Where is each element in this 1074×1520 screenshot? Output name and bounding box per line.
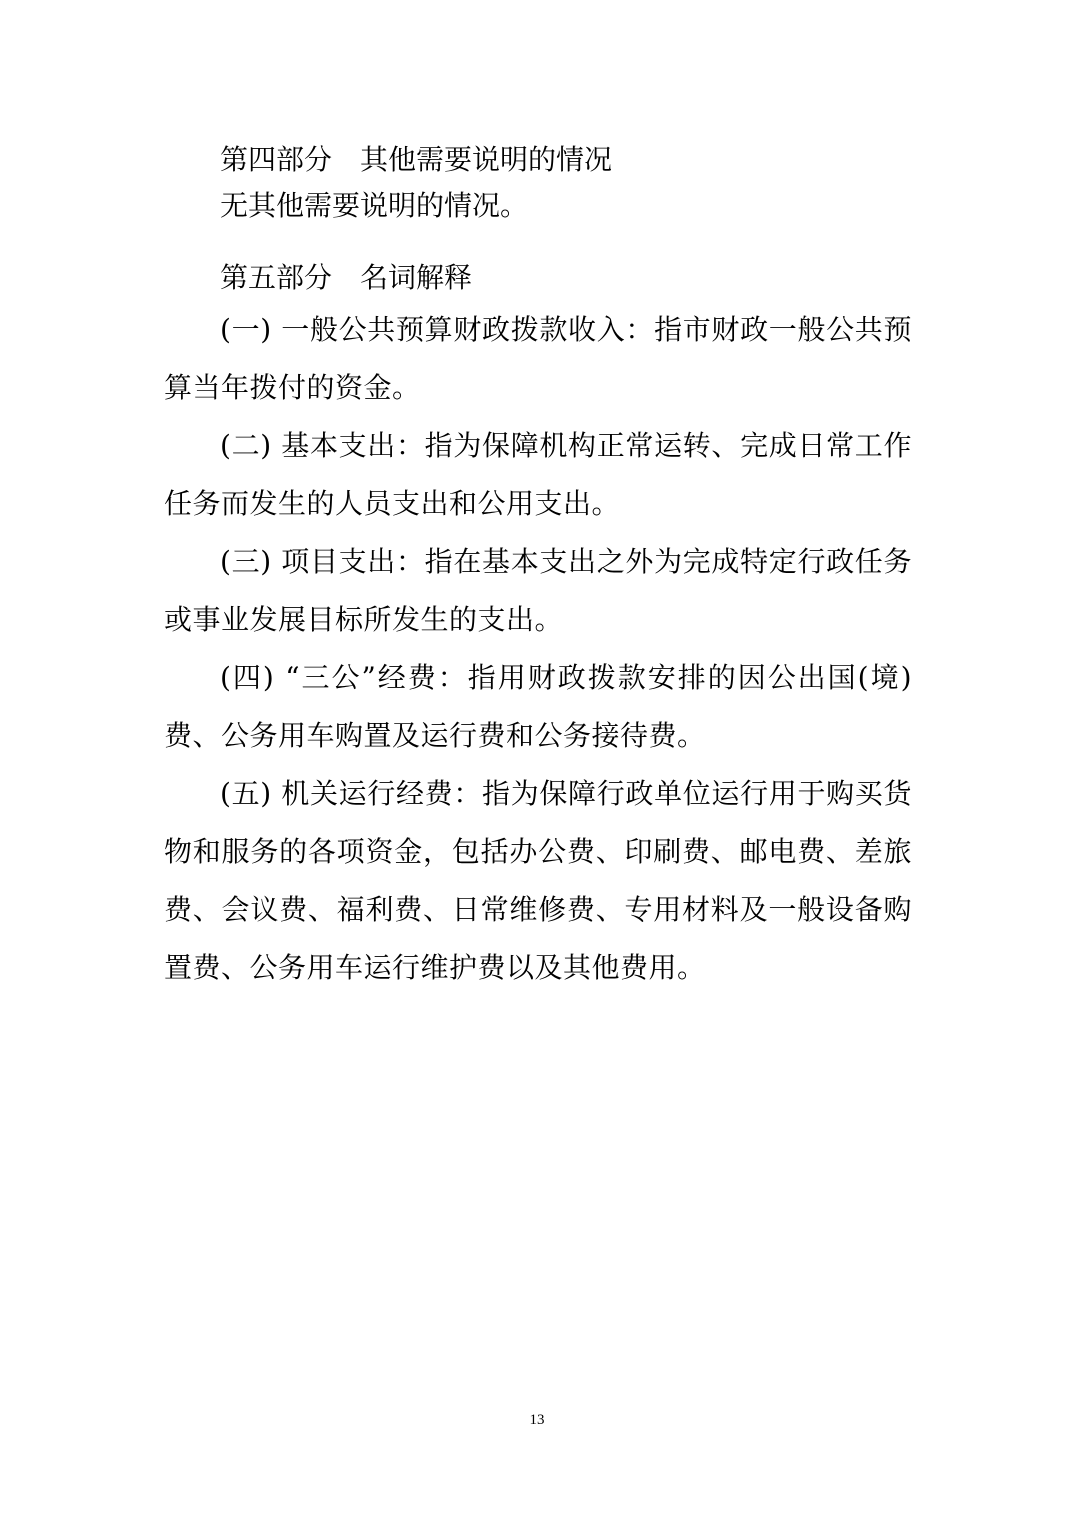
term-1-general-budget-income: (一) 一般公共预算财政拨款收入：指市财政一般公共预算当年拨付的资金。 bbox=[164, 313, 912, 404]
term-5-agency-operating-expenses: (五) 机关运行经费：指为保障行政单位运行用于购买货物和服务的各项资金，包括办公费、印刷费、邮电费、差旅费、会议费、福利费、日常维修费、专用材料及一般设备购置费、公务用车运行维护费以及其他费用。 bbox=[164, 777, 912, 984]
section-4-body: 无其他需要说明的情况。 bbox=[220, 189, 529, 222]
section-4-heading: 第四部分 其他需要说明的情况 bbox=[220, 143, 613, 176]
page-number: 13 bbox=[529, 1412, 545, 1428]
term-4-three-public-expenses: (四) “三公”经费：指用财政拨款安排的因公出国(境)费、公务用车购置及运行费和公务接待费。 bbox=[164, 661, 912, 752]
term-2-basic-expenditure: (二) 基本支出：指为保障机构正常运转、完成日常工作任务而发生的人员支出和公用支出。 bbox=[164, 429, 912, 520]
term-3-project-expenditure: (三) 项目支出：指在基本支出之外为完成特定行政任务或事业发展目标所发生的支出。 bbox=[164, 545, 912, 636]
section-gap bbox=[164, 229, 912, 255]
page-content bbox=[164, 137, 912, 997]
section-5-heading: 第五部分 名词解释 bbox=[220, 261, 473, 294]
